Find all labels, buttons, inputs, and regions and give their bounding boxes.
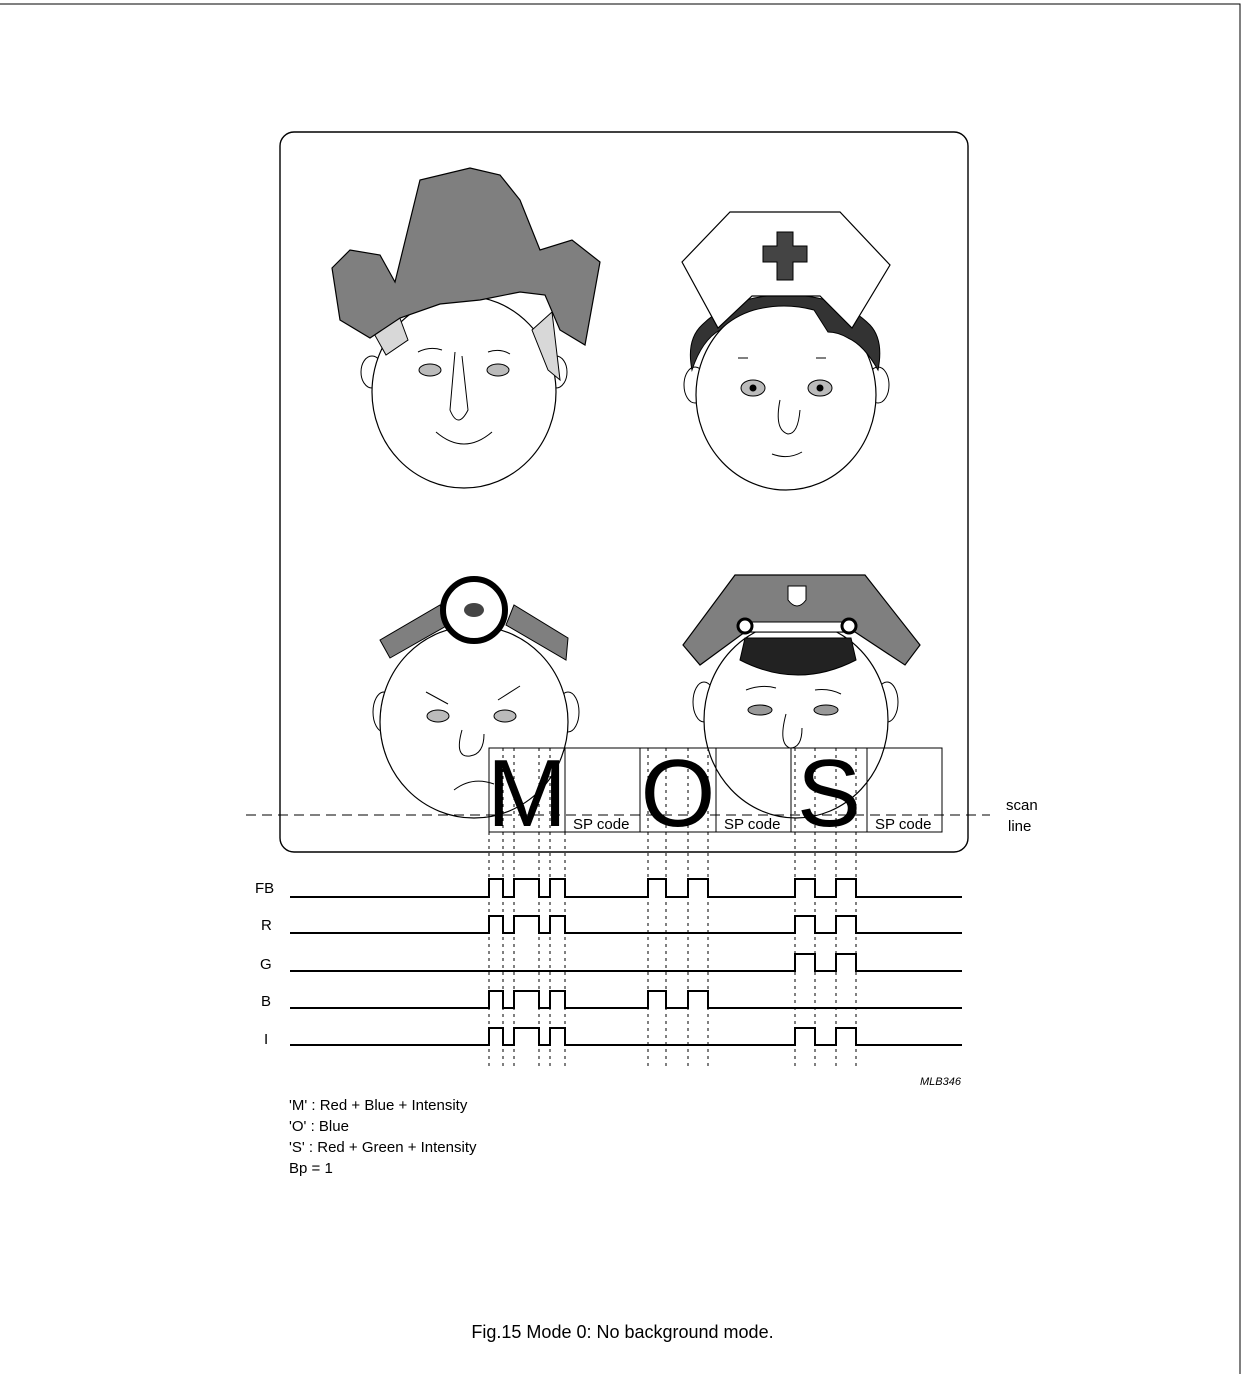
- reference-code: MLB346: [920, 1076, 961, 1088]
- sp-code-label: SP code: [724, 816, 781, 833]
- legend: [289, 1095, 477, 1179]
- sp-code-label: SP code: [875, 816, 932, 833]
- legend-line: 'O' : Blue: [289, 1118, 349, 1135]
- char-o: O: [640, 740, 716, 847]
- signal-label-b: B: [261, 993, 272, 1010]
- waveform-r: [290, 916, 962, 933]
- nurse-face: [682, 212, 890, 490]
- figure-caption: Fig.15 Mode 0: No background mode.: [471, 1322, 774, 1342]
- waveform-fb: [290, 879, 962, 897]
- scan-line-label: scan: [1006, 797, 1038, 814]
- sp-code-label: SP code: [573, 816, 630, 833]
- char-s: S: [796, 740, 862, 847]
- signal-label-fb: FB: [255, 880, 275, 897]
- signal-label-i: I: [264, 1031, 269, 1048]
- waveform-g: [290, 954, 962, 971]
- legend-line: Bp = 1: [289, 1160, 333, 1177]
- legend-line: 'S' : Red + Green + Intensity: [289, 1139, 477, 1156]
- char-m: M: [487, 740, 567, 847]
- signal-label-r: R: [261, 917, 272, 934]
- scan-line-label: line: [1008, 818, 1032, 835]
- cowboy-face: [332, 168, 600, 488]
- waveform-b: [290, 991, 962, 1008]
- waveform-i: [290, 1028, 962, 1045]
- signal-label-g: G: [260, 956, 272, 973]
- waveforms: [290, 879, 962, 1045]
- page-border: [0, 4, 1240, 1374]
- legend-line: 'M' : Red + Blue + Intensity: [289, 1097, 468, 1114]
